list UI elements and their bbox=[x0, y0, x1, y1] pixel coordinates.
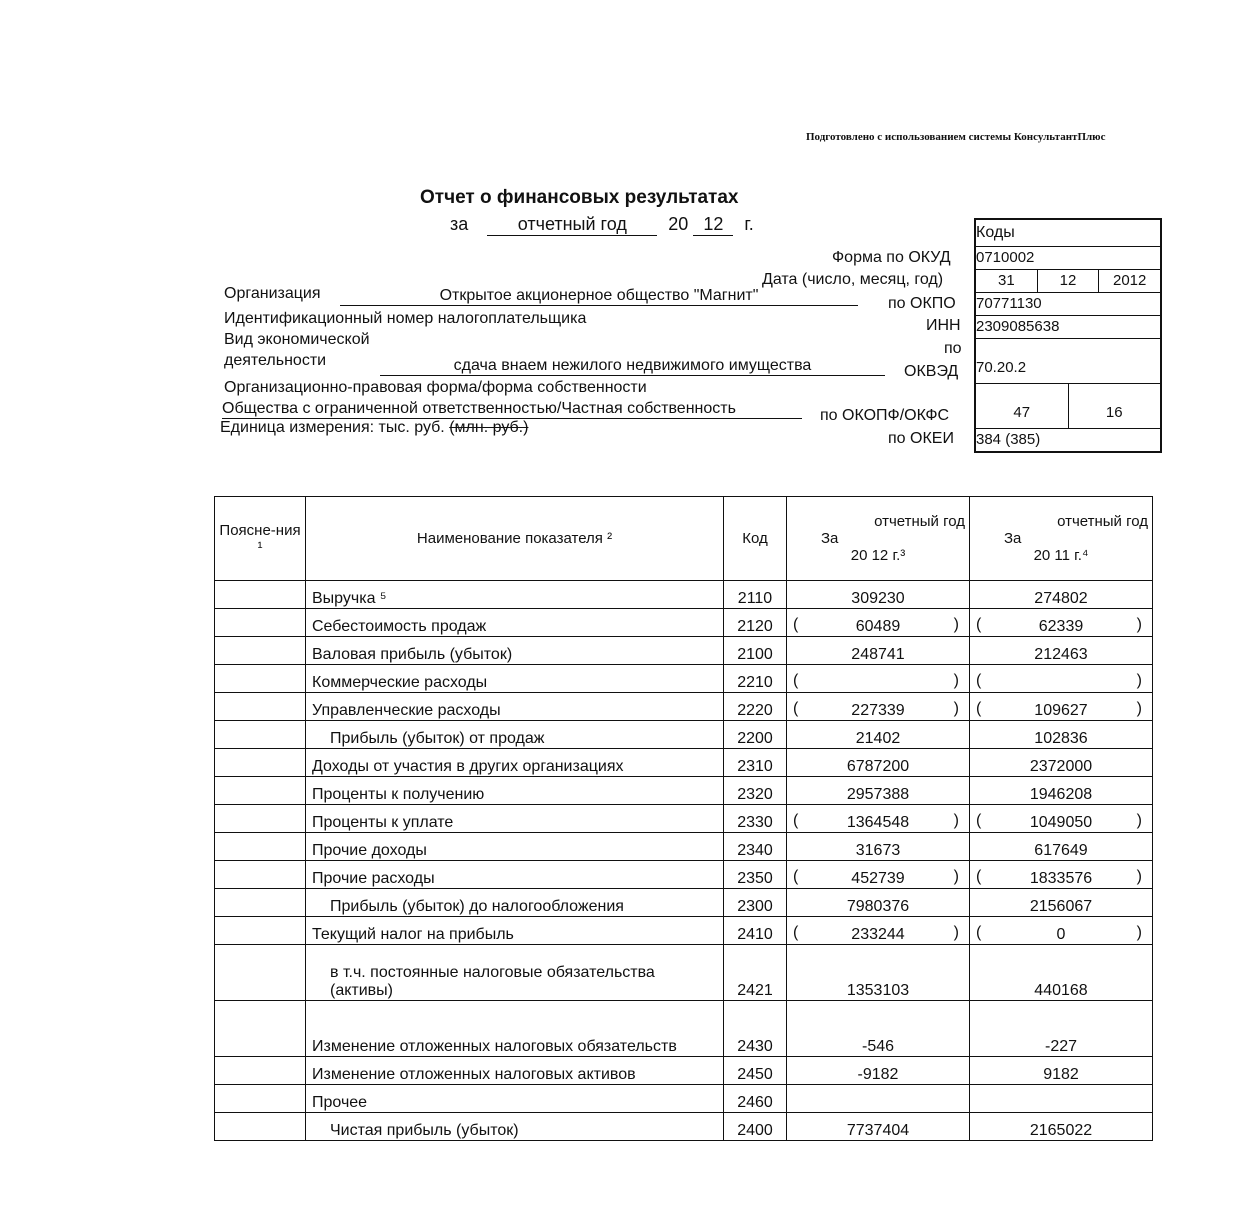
row-value-previous-text: 1833576 bbox=[1029, 870, 1093, 887]
year-prefix: 20 bbox=[668, 214, 689, 234]
okopf-label: по ОКОПФ/ОКФС bbox=[820, 407, 950, 424]
row-value-previous bbox=[970, 609, 1153, 637]
row-value-current bbox=[787, 1113, 970, 1141]
row-value-current bbox=[787, 749, 970, 777]
row-note bbox=[215, 833, 306, 861]
row-name bbox=[306, 1085, 724, 1113]
row-value-previous-text: 62339 bbox=[1038, 618, 1084, 635]
row-note bbox=[215, 777, 306, 805]
year-value: 12 bbox=[693, 214, 733, 236]
row-note bbox=[215, 581, 306, 609]
unit-label bbox=[220, 419, 528, 437]
paren-close: ) bbox=[953, 672, 959, 689]
table-row bbox=[215, 1113, 1153, 1141]
row-value-previous-text: 2156067 bbox=[1029, 898, 1093, 915]
row-value-current bbox=[787, 1001, 970, 1057]
paren-open: ( bbox=[793, 700, 799, 717]
row-name bbox=[306, 945, 724, 1001]
table-row bbox=[215, 833, 1153, 861]
col-name-header: Наименование показателя ² bbox=[306, 497, 724, 581]
okpo-label: по ОКПО bbox=[888, 295, 956, 312]
row-code: 2320 bbox=[724, 777, 787, 805]
code-okopf: 47 bbox=[1013, 404, 1031, 421]
code-inn: 2309085638 bbox=[976, 315, 1160, 338]
row-value-previous-text: 0 bbox=[1056, 926, 1066, 943]
paren-open: ( bbox=[793, 868, 799, 885]
row-value-current bbox=[787, 1085, 970, 1113]
row-name bbox=[306, 1113, 724, 1141]
activity-label-2: деятельности bbox=[224, 352, 327, 369]
table-row bbox=[215, 805, 1153, 833]
row-value-previous bbox=[970, 777, 1153, 805]
row-name bbox=[306, 805, 724, 833]
row-name bbox=[306, 749, 724, 777]
row-value-previous bbox=[970, 1001, 1153, 1057]
row-value-previous-text: 440168 bbox=[1034, 982, 1088, 999]
table-row bbox=[215, 665, 1153, 693]
table-row bbox=[215, 749, 1153, 777]
row-name bbox=[306, 1057, 724, 1085]
paren-open: ( bbox=[793, 616, 799, 633]
code-okei: 384 (385) bbox=[976, 428, 1160, 451]
row-name bbox=[306, 721, 724, 749]
code-okpo: 70771130 bbox=[976, 292, 1160, 315]
row-value-previous-text: 2372000 bbox=[1029, 758, 1093, 775]
row-name bbox=[306, 1001, 724, 1057]
tin-label: Идентификационный номер налогоплательщика bbox=[224, 310, 587, 327]
row-name bbox=[306, 917, 724, 945]
table-row bbox=[215, 1085, 1153, 1113]
row-value-previous bbox=[970, 861, 1153, 889]
row-code: 2200 bbox=[724, 721, 787, 749]
table-body bbox=[215, 581, 1153, 1141]
col-previous-header bbox=[970, 497, 1153, 581]
period-line bbox=[450, 214, 754, 236]
col-previous-top: отчетный год bbox=[1057, 513, 1148, 530]
row-name-text: Проценты к получению bbox=[312, 786, 485, 803]
row-value-current-text: 1364548 bbox=[846, 814, 910, 831]
row-code: 2100 bbox=[724, 637, 787, 665]
row-value-previous bbox=[970, 833, 1153, 861]
row-code: 2450 bbox=[724, 1057, 787, 1085]
row-value-current-text: -9182 bbox=[857, 1066, 899, 1083]
row-name bbox=[306, 861, 724, 889]
row-name-text: Коммерческие расходы bbox=[312, 674, 488, 691]
row-note bbox=[215, 609, 306, 637]
paren-open: ( bbox=[976, 812, 982, 829]
code-year: 2012 bbox=[1098, 270, 1160, 292]
row-code: 2400 bbox=[724, 1113, 787, 1141]
row-value-previous bbox=[970, 1113, 1153, 1141]
col-current-za: За bbox=[821, 530, 839, 547]
row-value-previous bbox=[970, 805, 1153, 833]
row-name bbox=[306, 889, 724, 917]
paren-open: ( bbox=[793, 924, 799, 941]
row-name bbox=[306, 833, 724, 861]
row-value-current bbox=[787, 637, 970, 665]
page-title: Отчет о финансовых результатах bbox=[420, 187, 739, 208]
code-date bbox=[976, 269, 1160, 292]
row-value-current-text: 248741 bbox=[851, 646, 905, 663]
row-value-current-text: 7737404 bbox=[846, 1122, 910, 1139]
row-note bbox=[215, 693, 306, 721]
row-value-current-text: 7980376 bbox=[846, 898, 910, 915]
row-value-current bbox=[787, 721, 970, 749]
table-row bbox=[215, 637, 1153, 665]
row-value-current bbox=[787, 945, 970, 1001]
paren-open: ( bbox=[976, 672, 982, 689]
org-label: Организация bbox=[224, 285, 321, 302]
paren-close: ) bbox=[953, 616, 959, 633]
row-name-text: Доходы от участия в других организациях bbox=[312, 758, 624, 775]
paren-open: ( bbox=[793, 672, 799, 689]
row-code: 2460 bbox=[724, 1085, 787, 1113]
row-value-previous bbox=[970, 665, 1153, 693]
financial-results-table bbox=[214, 496, 1153, 1141]
code-month: 12 bbox=[1037, 270, 1099, 292]
paren-open: ( bbox=[793, 812, 799, 829]
paren-close: ) bbox=[953, 868, 959, 885]
code-okopf-okfs bbox=[976, 383, 1160, 428]
row-name-text: Прибыль (убыток) от продаж bbox=[330, 730, 545, 747]
row-note bbox=[215, 1057, 306, 1085]
row-code: 2330 bbox=[724, 805, 787, 833]
table-row bbox=[215, 861, 1153, 889]
row-value-previous-text: 1946208 bbox=[1029, 786, 1093, 803]
row-value-previous-text: 102836 bbox=[1034, 730, 1088, 747]
row-value-current-text: 227339 bbox=[851, 702, 905, 719]
row-value-previous-text: -227 bbox=[1044, 1038, 1078, 1055]
row-name-text: Валовая прибыль (убыток) bbox=[312, 646, 513, 663]
row-value-current bbox=[787, 889, 970, 917]
row-value-previous bbox=[970, 917, 1153, 945]
row-name-text: Проценты к уплате bbox=[312, 814, 454, 831]
table-row bbox=[215, 581, 1153, 609]
row-name-text: Выручка ⁵ bbox=[312, 590, 387, 607]
org-value: Открытое акционерное общество "Магнит" bbox=[340, 287, 858, 306]
row-value-previous bbox=[970, 581, 1153, 609]
table-row bbox=[215, 609, 1153, 637]
row-value-previous bbox=[970, 1057, 1153, 1085]
row-note bbox=[215, 1001, 306, 1057]
row-code: 2300 bbox=[724, 889, 787, 917]
row-note bbox=[215, 861, 306, 889]
row-value-current-text: 2957388 bbox=[846, 786, 910, 803]
row-note bbox=[215, 749, 306, 777]
row-value-previous-text: 212463 bbox=[1034, 646, 1088, 663]
row-value-current bbox=[787, 581, 970, 609]
row-value-current bbox=[787, 805, 970, 833]
activity-value: сдача внаем нежилого недвижимого имущества bbox=[380, 357, 885, 376]
row-value-current-text: 1353103 bbox=[846, 982, 910, 999]
row-value-current bbox=[787, 777, 970, 805]
row-name-text: Прочее bbox=[312, 1094, 368, 1111]
paren-close: ) bbox=[953, 700, 959, 717]
row-value-previous bbox=[970, 637, 1153, 665]
table-row bbox=[215, 721, 1153, 749]
row-note bbox=[215, 917, 306, 945]
code-okfs: 16 bbox=[1068, 384, 1161, 428]
code-day: 31 bbox=[997, 272, 1015, 289]
row-note bbox=[215, 1085, 306, 1113]
activity-label-1: Вид экономической bbox=[224, 331, 370, 348]
row-code: 2340 bbox=[724, 833, 787, 861]
row-value-previous-text: 1049050 bbox=[1029, 814, 1093, 831]
row-code: 2421 bbox=[724, 945, 787, 1001]
row-name-text: Чистая прибыль (убыток) bbox=[330, 1122, 519, 1139]
table-row bbox=[215, 1001, 1153, 1057]
row-value-current bbox=[787, 861, 970, 889]
paren-close: ) bbox=[1136, 700, 1142, 717]
row-value-previous-text: 9182 bbox=[1043, 1066, 1079, 1083]
row-value-previous-text: 617649 bbox=[1034, 842, 1088, 859]
row-name-text: Прочие доходы bbox=[312, 842, 427, 859]
row-code: 2350 bbox=[724, 861, 787, 889]
paren-open: ( bbox=[976, 616, 982, 633]
row-code: 2210 bbox=[724, 665, 787, 693]
unit-struck-text: (млн. руб.) bbox=[449, 419, 529, 436]
paren-open: ( bbox=[976, 700, 982, 717]
period-prefix: за bbox=[450, 214, 469, 234]
row-note bbox=[215, 889, 306, 917]
table-row bbox=[215, 693, 1153, 721]
code-okud: 0710002 bbox=[976, 246, 1160, 269]
row-code: 2220 bbox=[724, 693, 787, 721]
col-previous-year: 20 11 г.⁴ bbox=[1033, 547, 1089, 564]
table-row bbox=[215, 777, 1153, 805]
row-name-text: Управленческие расходы bbox=[312, 702, 501, 719]
inn-label: ИНН bbox=[926, 317, 961, 334]
row-code: 2120 bbox=[724, 609, 787, 637]
col-previous-za: За bbox=[1004, 530, 1022, 547]
row-value-previous bbox=[970, 889, 1153, 917]
col-current-year: 20 12 г.³ bbox=[850, 547, 906, 564]
date-label: Дата (число, месяц, год) bbox=[762, 271, 944, 288]
row-value-current bbox=[787, 833, 970, 861]
paren-close: ) bbox=[953, 924, 959, 941]
paren-close: ) bbox=[953, 812, 959, 829]
row-name-text: Прочие расходы bbox=[312, 870, 435, 887]
row-note bbox=[215, 805, 306, 833]
row-name bbox=[306, 609, 724, 637]
row-name-text: в т.ч. постоянные налоговые обязательства (активы) bbox=[330, 964, 655, 999]
row-name bbox=[306, 637, 724, 665]
row-value-previous bbox=[970, 693, 1153, 721]
col-code-header: Код bbox=[724, 497, 787, 581]
row-value-current-text: 452739 bbox=[851, 870, 905, 887]
code-okved: 70.20.2 bbox=[976, 338, 1160, 383]
legal-form-label: Организационно-правовая форма/форма собственности bbox=[224, 379, 647, 396]
col-current-top: отчетный год bbox=[874, 513, 965, 530]
table-header-row bbox=[215, 497, 1153, 581]
year-suffix: г. bbox=[744, 214, 754, 234]
row-value-current-text: 309230 bbox=[851, 590, 905, 607]
row-value-current bbox=[787, 1057, 970, 1085]
row-name bbox=[306, 693, 724, 721]
period-value: отчетный год bbox=[487, 214, 657, 236]
row-name bbox=[306, 665, 724, 693]
legal-form-value: Общества с ограниченной ответственностью/Частная собственность bbox=[222, 400, 802, 419]
table-row bbox=[215, 1057, 1153, 1085]
row-name bbox=[306, 581, 724, 609]
row-note bbox=[215, 721, 306, 749]
row-name bbox=[306, 777, 724, 805]
col-current-header bbox=[787, 497, 970, 581]
paren-close: ) bbox=[1136, 616, 1142, 633]
row-value-current-text: 31673 bbox=[855, 842, 901, 859]
row-value-current-text: 233244 bbox=[851, 926, 905, 943]
row-value-current-text: -546 bbox=[861, 1038, 895, 1055]
row-name-text: Изменение отложенных налоговых активов bbox=[312, 1066, 636, 1083]
row-code: 2310 bbox=[724, 749, 787, 777]
row-value-previous bbox=[970, 945, 1153, 1001]
row-value-current bbox=[787, 693, 970, 721]
table-row bbox=[215, 945, 1153, 1001]
row-value-previous-text: 2165022 bbox=[1029, 1122, 1093, 1139]
col-note-header: Поясне-ния ¹ bbox=[215, 497, 306, 581]
row-value-current bbox=[787, 609, 970, 637]
paren-close: ) bbox=[1136, 924, 1142, 941]
row-value-previous bbox=[970, 1085, 1153, 1113]
okved-label: ОКВЭД bbox=[904, 363, 959, 380]
table-row bbox=[215, 917, 1153, 945]
table-row bbox=[215, 889, 1153, 917]
paren-open: ( bbox=[976, 868, 982, 885]
row-note bbox=[215, 945, 306, 1001]
codes-header: Коды bbox=[976, 224, 1015, 241]
row-value-previous bbox=[970, 749, 1153, 777]
paren-close: ) bbox=[1136, 868, 1142, 885]
row-name-text: Изменение отложенных налоговых обязательств bbox=[312, 1038, 677, 1055]
row-value-current-text: 6787200 bbox=[846, 758, 910, 775]
row-code: 2430 bbox=[724, 1001, 787, 1057]
row-note bbox=[215, 637, 306, 665]
row-value-current-text: 21402 bbox=[855, 730, 901, 747]
row-code: 2110 bbox=[724, 581, 787, 609]
row-note bbox=[215, 665, 306, 693]
paren-close: ) bbox=[1136, 812, 1142, 829]
row-value-previous-text: 274802 bbox=[1034, 590, 1088, 607]
row-value-current bbox=[787, 917, 970, 945]
row-value-previous bbox=[970, 721, 1153, 749]
row-value-previous-text: 109627 bbox=[1034, 702, 1088, 719]
row-name-text: Текущий налог на прибыль bbox=[312, 926, 514, 943]
okud-label: Форма по ОКУД bbox=[832, 249, 951, 266]
row-name-text: Прибыль (убыток) до налогообложения bbox=[330, 898, 624, 915]
row-value-current-text: 60489 bbox=[855, 618, 901, 635]
row-name-text: Себестоимость продаж bbox=[312, 618, 487, 635]
codes-box bbox=[974, 218, 1162, 453]
row-value-current bbox=[787, 665, 970, 693]
paren-close: ) bbox=[1136, 672, 1142, 689]
paren-open: ( bbox=[976, 924, 982, 941]
row-code: 2410 bbox=[724, 917, 787, 945]
prepared-note: Подготовлено с использованием системы КонсультантПлюс bbox=[806, 131, 1106, 143]
unit-text: Единица измерения: тыс. руб. bbox=[220, 419, 445, 436]
row-note bbox=[215, 1113, 306, 1141]
okei-label: по ОКЕИ bbox=[888, 430, 954, 447]
okved-po-label: по bbox=[944, 340, 962, 357]
